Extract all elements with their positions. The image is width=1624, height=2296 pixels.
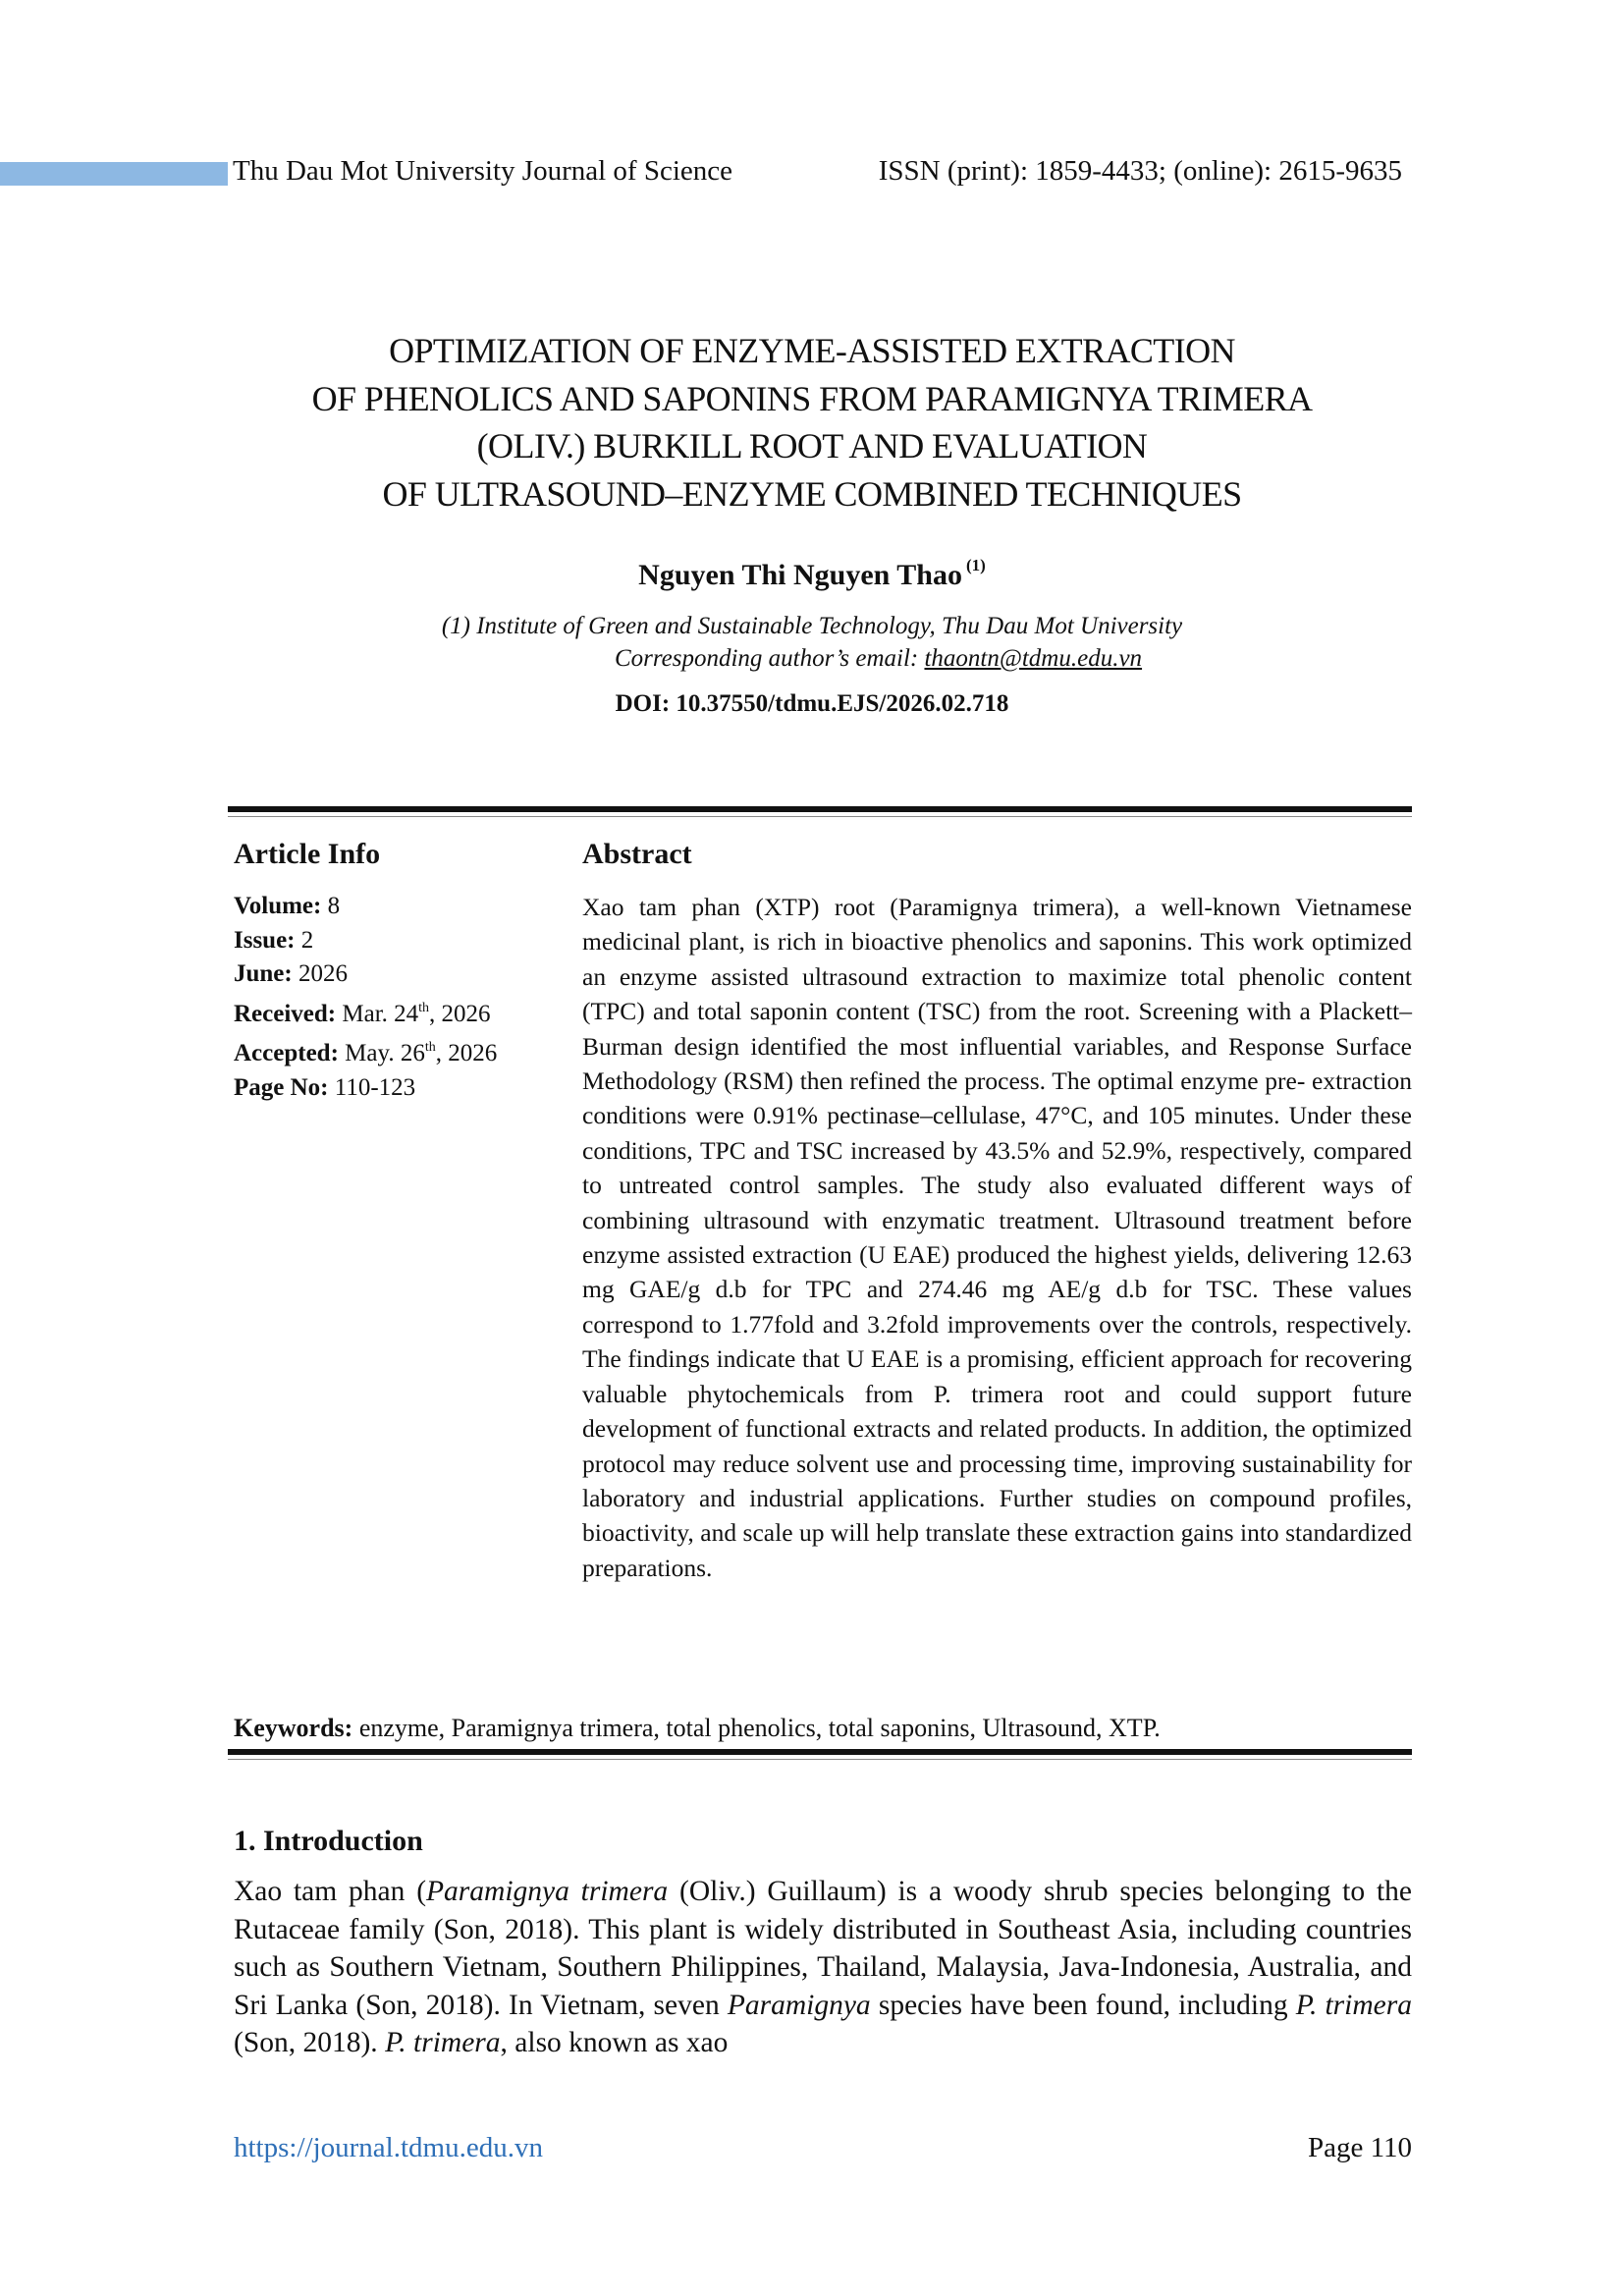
accepted-year: , 2026: [435, 1040, 498, 1066]
email-link[interactable]: thaontn@tdmu.edu.vn: [924, 645, 1143, 672]
issue-value: 2: [300, 926, 314, 954]
email-prefix: Corresponding author’s email:: [614, 645, 925, 672]
article-info-heading: Article Info: [234, 838, 381, 870]
title-line-2: OF PHENOLICS AND SAPONINS FROM PARAMIGNYA TRIMERA: [311, 378, 1313, 418]
info-issue: [234, 924, 497, 958]
intro-genus-name: Paramignya: [727, 1989, 871, 2021]
info-accepted: [234, 1031, 497, 1071]
issue-label: Issue:: [234, 926, 296, 954]
introduction-heading: 1. Introduction: [234, 1825, 423, 1857]
info-june: [234, 957, 497, 992]
author-name: Nguyen Thi Nguyen Thao: [638, 559, 962, 591]
journal-name: Thu Dau Mot University Journal of Science: [233, 155, 733, 187]
info-page-no: [234, 1071, 497, 1106]
author-marker: (1): [966, 556, 986, 574]
header-accent-bar: [0, 162, 228, 186]
issn-info: ISSN (print): 1859-4433; (online): 2615-9635: [878, 155, 1402, 187]
page-no-value: 110-123: [334, 1073, 416, 1101]
accepted-date: May. 26: [345, 1040, 425, 1066]
intro-text-part: species have been found, including: [870, 1989, 1296, 2021]
intro-species-name: Paramignya trimera: [426, 1876, 669, 1907]
page-no-label: Page No:: [234, 1073, 329, 1101]
footer-journal-link[interactable]: https://journal.tdmu.edu.vn: [234, 2132, 543, 2163]
june-label: June:: [234, 960, 293, 987]
doi: DOI: 10.37550/tdmu.EJS/2026.02.718: [615, 690, 1009, 717]
intro-species-name: P. trimera: [1295, 1989, 1412, 2021]
introduction-paragraph: [234, 1873, 1412, 2062]
article-info-list: [234, 890, 497, 1105]
title-line-3: (OLIV.) BURKILL ROOT AND EVALUATION: [476, 426, 1148, 465]
info-volume: [234, 890, 497, 924]
keywords-label: Keywords:: [234, 1714, 353, 1742]
paper-title: [196, 327, 1428, 518]
info-top-rule-thick: [228, 806, 1412, 812]
accepted-label: Accepted:: [234, 1040, 339, 1066]
author-line: [0, 556, 1624, 592]
info-top-rule-thin: [228, 816, 1412, 817]
keywords-line: [234, 1714, 1161, 1743]
june-value: 2026: [298, 960, 348, 987]
intro-text-part: (Son, 2018).: [234, 2027, 386, 2058]
footer-page-number: Page 110: [1307, 2132, 1412, 2163]
info-bottom-rule-thin: [228, 1759, 1412, 1760]
intro-text-part: Xao tam phan (: [234, 1876, 427, 1907]
intro-text-part: (Oliv.) Guillaum) is a woody shrub species belonging to the Rutaceae family (Son, 2018). This plant is widely distributed in Southeast Asia, including countries such as Southern Vietnam, Southern Philippines, Thailand, Malaysia, Java-Indonesia, Australia, and Sri Lanka (Son, 2018). In Vietnam, seven: [234, 1876, 1412, 2021]
affiliation-institute: (1) Institute of Green and Sustainable Technology, Thu Dau Mot University: [441, 613, 1183, 639]
keywords-text: enzyme, Paramignya trimera, total phenolics, total saponins, Ultrasound, XTP.: [352, 1714, 1161, 1742]
info-bottom-rule-thick: [228, 1749, 1412, 1755]
received-label: Received:: [234, 1000, 337, 1027]
corresponding-email-line: [0, 642, 1624, 675]
volume-label: Volume:: [234, 893, 322, 919]
accepted-suffix: th: [424, 1040, 436, 1055]
intro-species-name: P. trimera: [385, 2027, 501, 2058]
abstract-text: Xao tam phan (XTP) root (Paramignya trimera), a well-known Vietnamese medicinal plant, is rich in bioactive phenolics and saponins. This work optimized an enzyme assisted ultrasound extraction to maximize total phenolic content (TPC) and total saponin content (TSC) from the root. Screening with a Plackett–Burman design identified the most influential variables, and Response Surface Methodology (RSM) then refined the process. The optimal enzyme pre- extraction conditions were 0.91% pectinase–cellulase, 47°C, and 105 minutes. Under these conditions, TPC and TSC increased by 43.5% and 52.9%, respectively, compared to untreated control samples. The study also evaluated different ways of combining ultrasound with enzymatic treatment. Ultrasound treatment before enzyme assisted extraction (U EAE) produced the highest yields, delivering 12.63 mg GAE/g d.b for TPC and 274.46 mg AE/g d.b for TSC. These values correspond to 1.77fold and 3.2fold improvements over the controls, respectively. The findings indicate that U EAE is a promising, efficient approach for recovering valuable phytochemicals from P. trimera root and could support future development of functional extracts and related products. In addition, the optimized protocol may reduce solvent use and processing time, improving sustainability for laboratory and industrial applications. Further studies on compound profiles, bioactivity, and scale up will help translate these extraction gains into standardized preparations.: [582, 893, 1412, 1582]
received-date: Mar. 24: [342, 1000, 419, 1027]
affiliation: [0, 610, 1624, 675]
volume-value: 8: [327, 893, 341, 919]
title-line-1: OPTIMIZATION OF ENZYME-ASSISTED EXTRACTION: [389, 331, 1235, 370]
intro-text-part: , also known as xao: [500, 2027, 729, 2058]
received-suffix: th: [418, 1000, 430, 1015]
abstract-heading: Abstract: [582, 838, 692, 870]
title-line-4: OF ULTRASOUND–ENZYME COMBINED TECHNIQUES: [382, 473, 1242, 514]
received-year: , 2026: [429, 1000, 491, 1027]
info-received: [234, 992, 497, 1032]
